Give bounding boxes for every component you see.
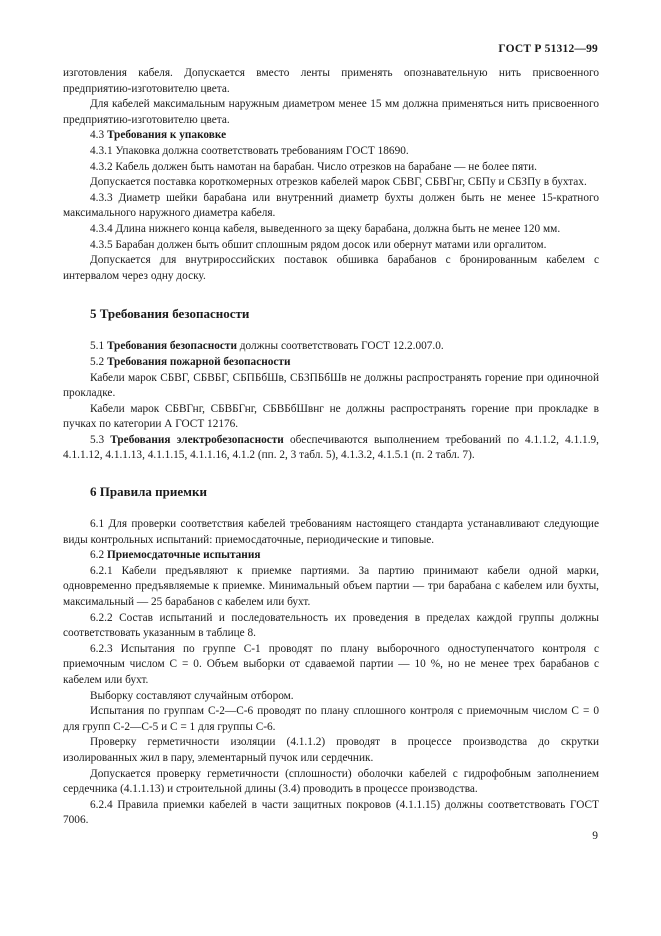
paragraph: Выборку составляют случайным отбором. [90, 689, 294, 702]
subsection-number: 5.3 [90, 433, 105, 446]
subsection-text: должны соответствовать ГОСТ 12.2.007.0. [239, 340, 444, 353]
subsection-heading-6-2 [63, 548, 599, 564]
document-header: ГОСТ Р 51312—99 [498, 43, 598, 55]
paragraph: 4.3.3 Диаметр шейки барабана или внутренний диаметр бухты должен быть не менее 15-кратного максимального наружного диаметра кабеля. [63, 191, 599, 220]
subsection-5-3 [63, 433, 599, 464]
subsection-title: Требования пожарной безопасности [106, 355, 291, 368]
subsection-title: Требования электробезопасности [110, 433, 284, 446]
subsection-heading-4-3 [63, 128, 599, 144]
paragraph: Испытания по группам С-2—С-6 проводят по плану сплошного контроля с приемочным числом C = 0 для групп С-2—С-5 и C = 1 для группы С-6. [63, 705, 599, 733]
paragraph: 4.3.4 Длина нижнего конца кабеля, выведенного за щеку барабана, должна быть не менее 120 мм. [90, 222, 561, 235]
paragraph: Кабели марок СБВГнг, СБВБГнг, СБВБбШвнг не должны распространять горение при прокладке в пучках по категории А ГОСТ 12176. [63, 402, 599, 431]
paragraph: Допускается для внутрироссийских поставок обшивка барабанов с бронированным кабелем с интервалом через одну доску. [63, 254, 599, 282]
paragraph: 6.2.1 Кабели предъявляют к приемке партиями. За партию принимают кабели одной марки, одновременно предъявляемые к приемке. Минимальный объем партии — три барабана с кабелем или бухты, максимальный — 25 барабанов с кабелем или бухт. [63, 564, 599, 609]
paragraph: 4.3.2 Кабель должен быть намотан на барабан. Число отрезков на барабане — не более пяти. [90, 160, 537, 173]
subsection-title: Требования к упаковке [106, 129, 227, 142]
paragraph: 6.2.4 Правила приемки кабелей в части защитных покровов (4.1.1.15) должны соответствовать ГОСТ 7006. [63, 798, 599, 827]
paragraph: изготовления кабеля. Допускается вместо ленты применять опознавательную нить присвоенного предприятию-изготовителю цвета. [63, 67, 599, 95]
paragraph: Проверку герметичности изоляции (4.1.1.2) проводят в процессе производства до скрутки изолированных жил в пару, элементарный пучок или сердечник. [63, 736, 599, 764]
subsection-heading-5-2 [63, 355, 599, 371]
paragraph: Кабели марок СБВГ, СБВБГ, СБПБбШв, СБЗПБбШв не должны распространять горение при одиночной прокладке. [63, 371, 599, 400]
paragraph: 6.2.2 Состав испытаний и последовательность их проведения в пределах каждой группы должны соответствовать указанным в таблице 8. [63, 611, 599, 640]
subsection-number: 4.3 [90, 129, 105, 142]
subsection-title: Приемосдаточные испытания [106, 549, 261, 562]
subsection-text: обеспечиваются выполнением требований по 4.1.1.2, 4.1.1.9, 4.1.1.12, 4.1.1.13, 4.1.1.15, 4.1.1.16, 4.1.2 (пп. 2, 3 табл. 5), 4.1.3.2, 4.1.5.1 (п. 2 табл. 7). [63, 433, 600, 462]
section-heading-6: 6 Правила приемки [90, 484, 207, 500]
page-number: 9 [592, 830, 598, 842]
paragraph: 6.2.3 Испытания по группе С-1 проводят по плану выборочного одноступенчатого контроля с приемочным числом C = 0. Объем выборки от сдаваемой партии — 10 %, но не менее трех барабанов с кабелем или бухт. [63, 642, 599, 686]
subsection-5-1 [63, 339, 599, 355]
paragraph: 4.3.1 Упаковка должна соответствовать требованиям ГОСТ 18690. [90, 144, 409, 157]
paragraph: Для кабелей максимальным наружным диаметром менее 15 мм должна применяться нить присвоенного предприятию-изготовителю цвета. [63, 98, 599, 126]
subsection-title: Требования безопасности [106, 340, 237, 353]
paragraph: Допускается проверку герметичности (сплошности) оболочки кабелей с гидрофобным заполнением сердечника (4.1.1.13) и строительной длины (3.4) проводить в процессе производства. [63, 767, 599, 796]
section-heading-5: 5 Требования безопасности [90, 306, 250, 322]
subsection-number: 5.1 [90, 340, 105, 353]
subsection-number: 5.2 [90, 355, 105, 368]
paragraph: 6.1 Для проверки соответствия кабелей требованиям настоящего стандарта устанавливают следующие виды контрольных испытаний: приемосдаточные, периодические и типовые. [63, 518, 599, 546]
paragraph: 4.3.5 Барабан должен быть обшит сплошным рядом досок или обернут матами или оргалитом. [90, 238, 547, 251]
subsection-number: 6.2 [90, 549, 105, 562]
paragraph: Допускается поставка короткомерных отрезков кабелей марок СБВГ, СБВГнг, СБПу и СБЗПу в бухтах. [90, 176, 587, 189]
page-body [63, 66, 599, 829]
